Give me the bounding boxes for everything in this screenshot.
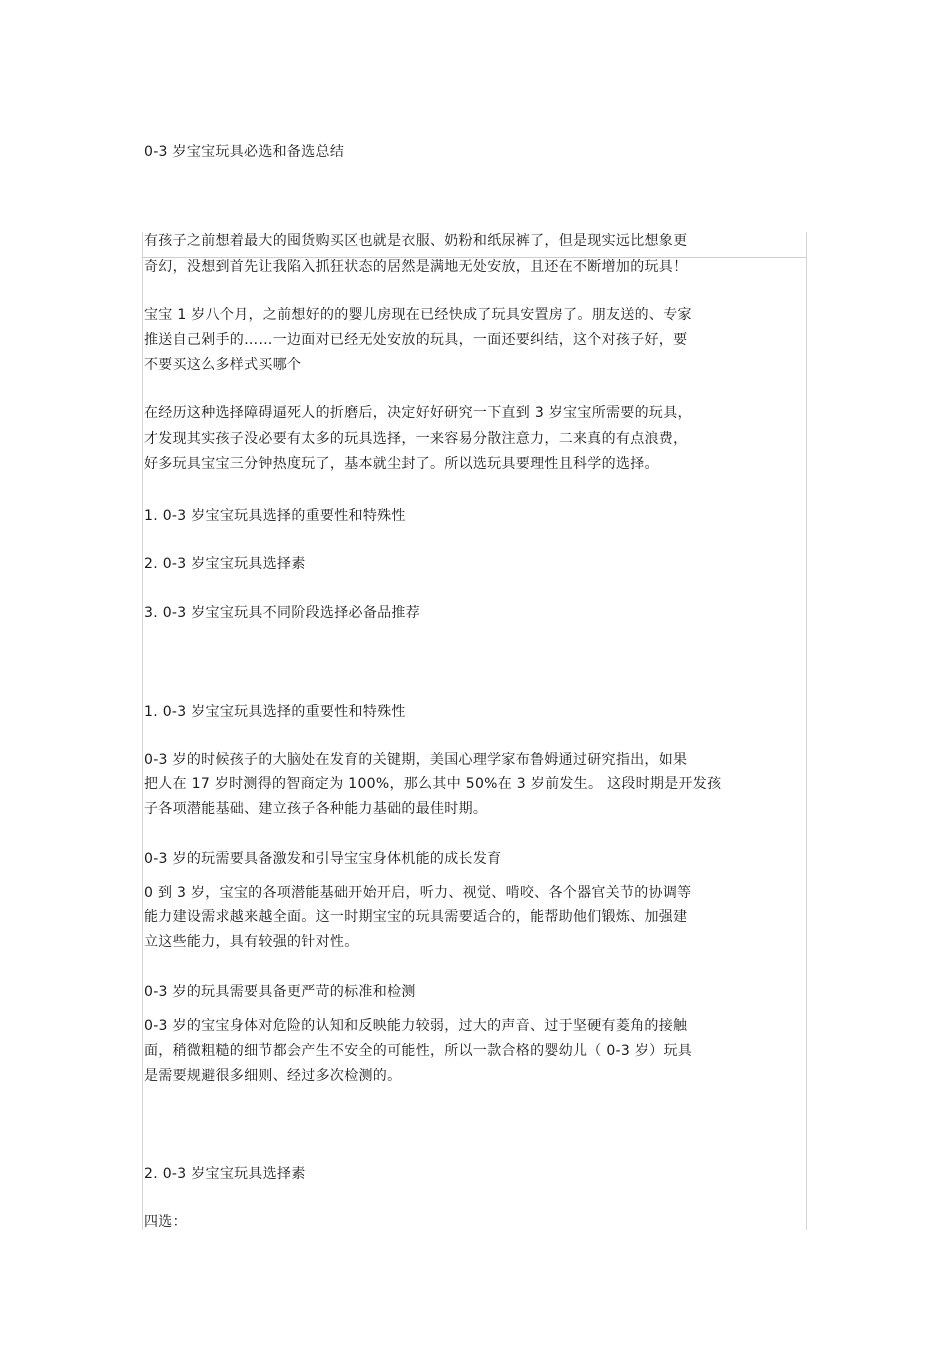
section1-sub1-line-3: 立这些能力，具有较强的针对性。 bbox=[144, 934, 359, 950]
section1-sub2-heading: 0-3 岁的玩具需要具备更严苛的标准和检测 bbox=[144, 984, 416, 1000]
frame-right-border bbox=[806, 232, 807, 1230]
para3-line-2: 才发现其实孩子没必要有太多的玩具选择，一来容易分散注意力，二来真的有点浪费， bbox=[144, 431, 688, 447]
section1-para-line-1: 0-3 岁的时候孩子的大脑处在发育的关键期，美国心理学家布鲁姆通过研究指出，如果 bbox=[144, 752, 688, 768]
para3-line-3: 好多玩具宝宝三分钟热度玩了，基本就尘封了。所以选玩具要理性且科学的选择。 bbox=[144, 456, 659, 472]
section1-sub1-heading: 0-3 岁的玩需要具备激发和引导宝宝身体机能的成长发育 bbox=[144, 851, 502, 867]
section2-heading: 2. 0-3 岁宝宝玩具选择素 bbox=[144, 1166, 306, 1182]
section1-heading: 1. 0-3 岁宝宝玩具选择的重要性和特殊性 bbox=[144, 704, 406, 720]
toc-item-1: 1. 0-3 岁宝宝玩具选择的重要性和特殊性 bbox=[144, 508, 406, 524]
section1-sub1-line-2: 能力建设需求越来越全面。这一时期宝宝的玩具需要适合的，能帮助他们锻炼、加强建 bbox=[144, 909, 688, 925]
section1-sub2-line-2: 面，稍微粗糙的细节都会产生不安全的可能性，所以一款合格的婴幼儿（ 0-3 岁）玩具 bbox=[144, 1043, 693, 1059]
section2-first-line: 四选： bbox=[144, 1214, 187, 1230]
toc-item-2: 2. 0-3 岁宝宝玩具选择素 bbox=[144, 556, 306, 572]
intro-line-2: 奇幻，没想到首先让我陷入抓狂状态的居然是满地无处安放，且还在不断增加的玩具！ bbox=[144, 259, 688, 275]
intro-line-1: 有孩子之前想着最大的囤货购买区也就是衣服、奶粉和纸尿裤了，但是现实远比想象更 bbox=[144, 233, 688, 249]
section1-sub2-line-1: 0-3 岁的宝宝身体对危险的认知和反映能力较弱，过大的声音、过于坚硬有菱角的接触 bbox=[144, 1018, 688, 1034]
section1-sub2-line-3: 是需要规避很多细则、经过多次检测的。 bbox=[144, 1068, 402, 1084]
toc-item-3: 3. 0-3 岁宝宝玩具不同阶段选择必备品推荐 bbox=[144, 605, 421, 621]
para2-line-3: 不要买这么多样式买哪个 bbox=[144, 357, 302, 373]
document-title: 0-3 岁宝宝玩具必选和备选总结 bbox=[144, 144, 345, 160]
section1-para-line-2: 把人在 17 岁时测得的智商定为 100%，那么其中 50%在 3 岁前发生。 这段时期是开发孩 bbox=[144, 776, 722, 792]
section1-para-line-3: 子各项潜能基础、建立孩子各种能力基础的最佳时期。 bbox=[144, 801, 488, 817]
para2-line-1: 宝宝 1 岁八个月，之前想好的的婴儿房现在已经快成了玩具安置房了。朋友送的、专家 bbox=[144, 307, 692, 323]
para3-line-1: 在经历这种选择障碍逼死人的折磨后，决定好好研究一下直到 3 岁宝宝所需要的玩具， bbox=[144, 405, 692, 421]
section1-sub1-line-1: 0 到 3 岁，宝宝的各项潜能基础开始开启，听力、视觉、啃咬、各个器官关节的协调等 bbox=[144, 885, 692, 901]
para2-line-2: 推送自己剁手的……一边面对已经无处安放的玩具，一面还要纠结，这个对孩子好，要 bbox=[144, 332, 688, 348]
frame-left-border bbox=[142, 232, 143, 1230]
